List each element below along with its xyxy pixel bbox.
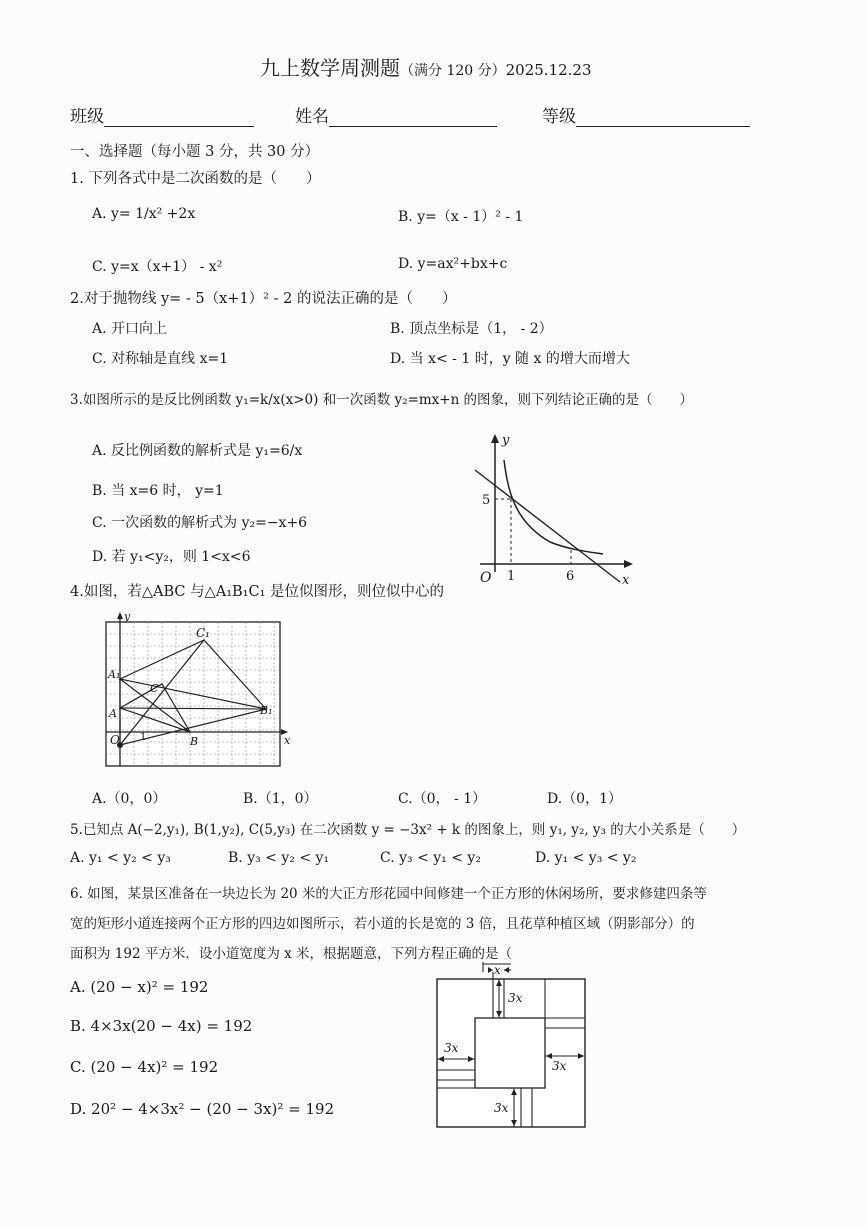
q4-label-A: A	[109, 707, 117, 720]
q6-fig-right-label: 3x	[552, 1059, 567, 1073]
q1-option-a[interactable]: A. y= 1/x² +2x	[92, 206, 196, 222]
title-score: （满分 120 分）	[400, 63, 506, 79]
class-field	[70, 102, 254, 127]
q4-label-C1: C₁	[196, 626, 210, 640]
q3-option-c[interactable]: C. 一次函数的解析式为 y₂=−x+6	[92, 515, 308, 531]
q6-fig-top-label: 3x	[508, 991, 523, 1005]
q6-fig-bottom-label: 3x	[494, 1101, 509, 1115]
q3-tick-y5: 5	[482, 493, 491, 508]
q3-option-a[interactable]: A. 反比例函数的解析式是 y₁=6/x	[92, 443, 303, 459]
q3-option-d[interactable]: D. 若 y₁<y₂，则 1<x<6	[92, 549, 251, 565]
class-label: 班级	[70, 107, 104, 127]
q4-label-B1: B₁	[260, 704, 273, 717]
q4-label-C: C	[150, 682, 159, 695]
q5-option-a[interactable]: A. y₁ < y₂ < y₃	[70, 850, 171, 866]
q4-option-b[interactable]: B.（1，0）	[243, 791, 318, 807]
name-field	[295, 102, 497, 127]
q6-option-b[interactable]: B. 4×3x(20 − 4x) = 192	[70, 1017, 253, 1035]
grade-field	[542, 102, 750, 127]
title-date: 2025.12.23	[505, 61, 592, 79]
q4-label-B: B	[190, 735, 199, 748]
q2-option-c[interactable]: C. 对称轴是直线 x=1	[92, 351, 229, 367]
q2-option-a[interactable]: A. 开口向上	[92, 321, 168, 337]
section-heading: 一、选择题（每小题 3 分，共 30 分）	[70, 144, 320, 160]
q5-option-b[interactable]: B. y₃ < y₂ < y₁	[228, 850, 330, 866]
grade-blank[interactable]	[576, 108, 750, 127]
q6-option-a[interactable]: A. (20 − x)² = 192	[70, 978, 209, 996]
q1-option-b[interactable]: B. y=（x - 1）² - 1	[398, 209, 524, 225]
q5-stem: 5.已知点 A(−2,y₁), B(1,y₂), C(5,y₃) 在二次函数 y = −3x² + k 的图象上，则 y₁, y₂, y₃ 的大小关系是（ ）	[70, 822, 746, 838]
q4-stem: 4.如图，若△ABC 与△A₁B₁C₁ 是位似图形，则位似中心的	[70, 584, 445, 600]
page-title	[260, 52, 592, 81]
q4-origin-label: O	[110, 733, 120, 747]
q2-stem: 2.对于抛物线 y= - 5（x+1）² - 2 的说法正确的是（ ）	[70, 291, 457, 307]
q1-option-d[interactable]: D. y=ax²+bx+c	[398, 256, 508, 272]
q6-option-d[interactable]: D. 20² − 4×3x² − (20 − 3x)² = 192	[70, 1100, 335, 1118]
q3-tick-x6: 6	[566, 569, 575, 584]
q1-option-c[interactable]: C. y=x（x+1） - x²	[92, 259, 223, 275]
q4-option-a[interactable]: A.（0，0）	[92, 791, 167, 807]
q3-option-b[interactable]: B. 当 x=6 时， y=1	[92, 483, 224, 499]
q6-line1: 6. 如图，某景区准备在一块边长为 20 米的大正方形花园中间修建一个正方形的休闲场所，要求修建四条等	[70, 886, 707, 902]
q4-x-label: x	[284, 734, 291, 747]
name-blank[interactable]	[329, 108, 497, 127]
q6-line2: 宽的矩形小道连接两个正方形的四边如图所示，若小道的长是宽的 3 倍，且花草种植区域（阴影部分）的	[70, 916, 695, 932]
grade-label: 等级	[542, 107, 576, 127]
q6-fig-x-label: x	[494, 963, 501, 977]
class-blank[interactable]	[104, 108, 254, 127]
q2-option-d[interactable]: D. 当 x< - 1 时，y 随 x 的增大而增大	[390, 351, 630, 367]
q3-origin-label: O	[480, 570, 492, 586]
q6-garden-figure	[436, 962, 588, 1128]
q4-y-label: y	[124, 610, 131, 623]
q1-stem: 1. 下列各式中是二次函数的是（ ）	[70, 171, 321, 187]
q2-option-b[interactable]: B. 顶点坐标是（1， - 2）	[390, 321, 553, 337]
q6-fig-left-label: 3x	[444, 1041, 459, 1055]
q4-option-c[interactable]: C.（0， - 1）	[398, 791, 487, 807]
q3-tick-x1: 1	[507, 569, 516, 584]
q3-function-graph	[470, 432, 640, 592]
q6-option-c[interactable]: C. (20 − 4x)² = 192	[70, 1058, 219, 1076]
title-main: 九上数学周测题	[260, 56, 400, 80]
q5-option-d[interactable]: D. y₁ < y₃ < y₂	[535, 850, 637, 866]
q4-one-label: 1	[140, 732, 147, 743]
name-label: 姓名	[295, 107, 329, 127]
q6-line3: 面积为 192 平方米．设小道宽度为 x 米，根据题意，下列方程正确的是（	[70, 946, 513, 962]
q3-x-label: x	[622, 573, 630, 588]
q4-option-d[interactable]: D.（0，1）	[547, 791, 622, 807]
q3-stem: 3.如图所示的是反比例函数 y₁=k/x(x>0) 和一次函数 y₂=mx+n 的图象，则下列结论正确的是（ ）	[70, 392, 694, 408]
q3-y-label: y	[502, 433, 510, 448]
q4-grid-figure	[106, 610, 291, 768]
q4-label-A1: A₁	[108, 668, 121, 681]
q5-option-c[interactable]: C. y₃ < y₁ < y₂	[380, 850, 481, 866]
